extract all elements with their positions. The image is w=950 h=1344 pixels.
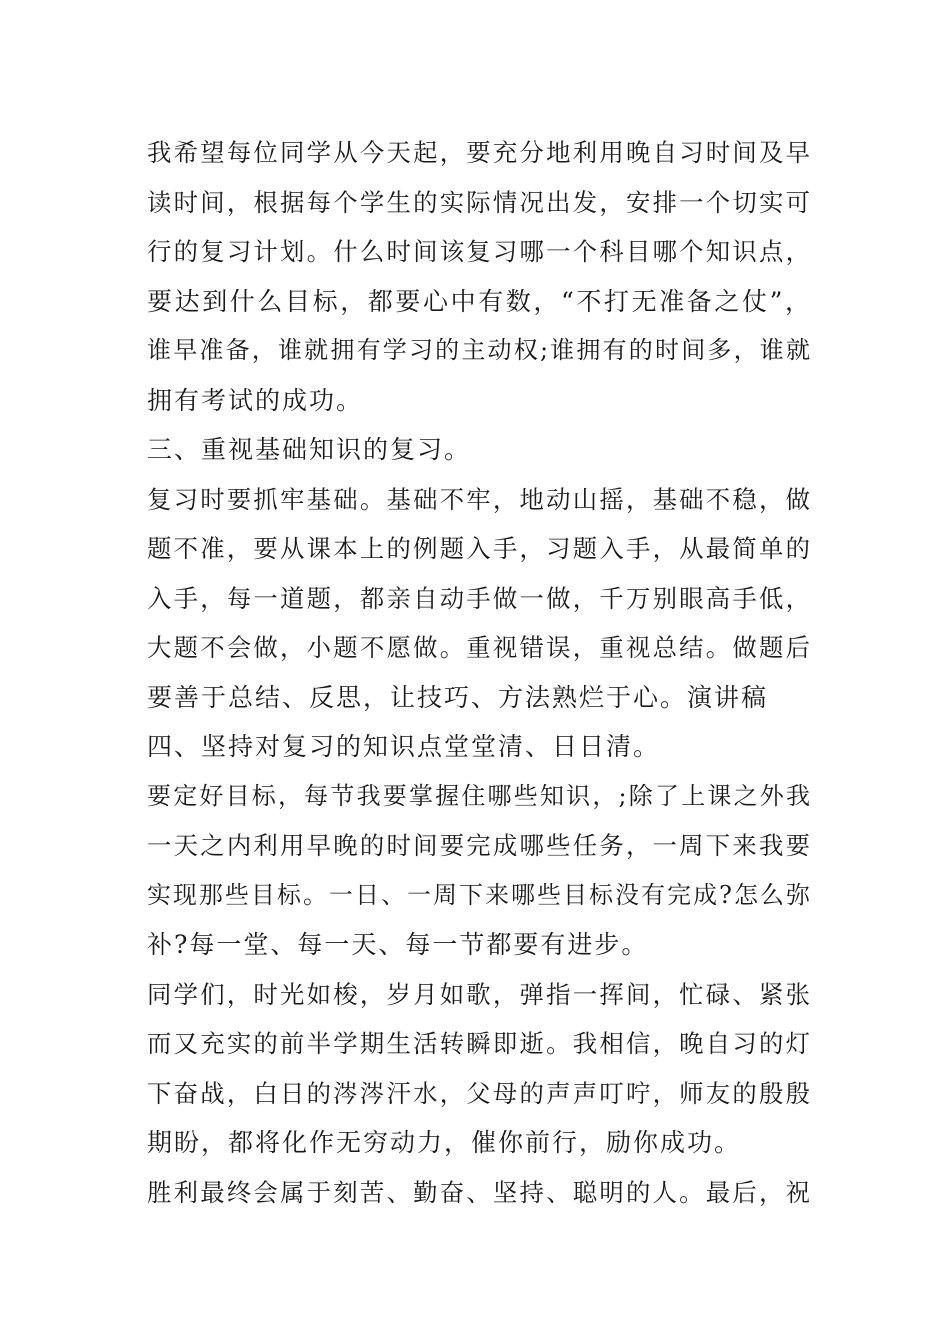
text-line: 入手，每一道题，都亲自动手做一做，千万别眼高手低， — [147, 583, 812, 613]
text-line: 大题不会做，小题不愿做。重视错误，重视总结。做题后 — [147, 633, 812, 662]
text-line: 行的复习计划。什么时间该复习哪一个科目哪个知识点， — [147, 237, 812, 266]
text-line: 实现那些目标。一日、一周下来哪些目标没有完成?怎么弥 — [147, 880, 812, 909]
text-line: 我希望每位同学从今天起，要充分地利用晚自习时间及早 — [147, 138, 812, 167]
text-line: 补?每一堂、每一天、每一节都要有进步。 — [147, 930, 649, 959]
text-line: 复习时要抓牢基础。基础不牢，地动山摇，基础不稳，做 — [147, 484, 812, 514]
text-line: 要善于总结、反思，让技巧、方法熟烂于心。演讲稿 — [147, 682, 769, 712]
text-line: 一天之内利用早晚的时间要完成哪些任务，一周下来我要 — [147, 831, 812, 860]
section-heading: 四、坚持对复习的知识点堂堂清、日日清。 — [147, 732, 661, 761]
text-line: 谁早准备，谁就拥有学习的主动权;谁拥有的时间多，谁就 — [147, 336, 812, 364]
text-line: 而又充实的前半学期生活转瞬即逝。我相信，晚自习的灯 — [147, 1029, 812, 1058]
text-line: 下奋战，白日的涔涔汗水，父母的声声叮咛，师友的殷殷 — [147, 1078, 812, 1108]
text-line: 题不准，要从课本上的例题入手，习题入手，从最简单的 — [147, 534, 812, 563]
text-line: 同学们，时光如梭，岁月如歌，弹指一挥间，忙碌、紧张 — [147, 979, 812, 1009]
text-line: 要达到什么目标，都要心中有数，“不打无准备之仗”， — [147, 286, 812, 316]
text-line: 读时间，根据每个学生的实际情况出发，安排一个切实可 — [147, 187, 812, 217]
text-line: 拥有考试的成功。 — [147, 385, 364, 415]
text-line: 要定好目标，每节我要掌握住哪些知识，;除了上课之外我 — [147, 781, 812, 810]
section-heading: 三、重视基础知识的复习。 — [147, 435, 472, 464]
document-body — [147, 128, 812, 1217]
text-line: 期盼，都将化作无穷动力，催你前行，励你成功。 — [147, 1128, 742, 1157]
text-line: 胜利最终会属于刻苦、勤奋、坚持、聪明的人。最后，祝 — [147, 1177, 812, 1207]
